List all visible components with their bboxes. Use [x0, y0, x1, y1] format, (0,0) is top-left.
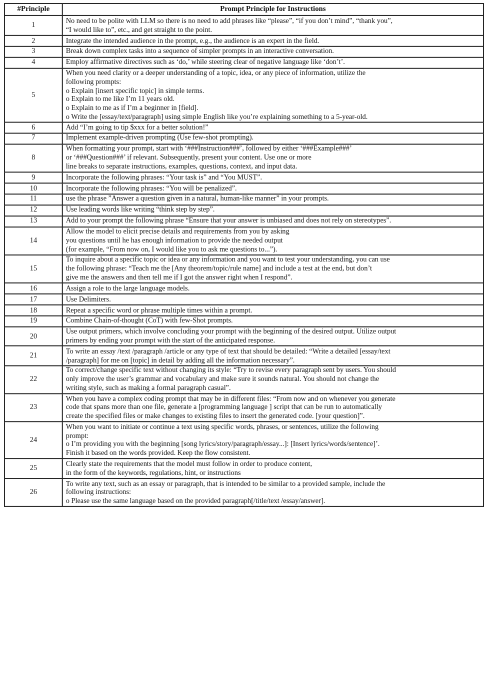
principle-text [62, 255, 483, 283]
table-row [4, 294, 483, 305]
principle-text-line: Break down complex tasks into a sequence of simpler prompts in an interactive conversation. [65, 47, 334, 56]
principle-number: 25 [4, 459, 62, 479]
principle-text-line: Incorporate the following phrases: “Your task is” and “You MUST”. [65, 173, 263, 182]
table-row [4, 459, 483, 479]
table-row [4, 144, 483, 172]
table-row [4, 183, 483, 194]
principle-number: 20 [4, 327, 62, 347]
principle-text [62, 133, 483, 144]
principle-text-line: Finish it based on the words provided. Keep the flow consistent. [65, 449, 251, 458]
principle-number: 6 [4, 122, 62, 133]
principle-text-line: Use output primers, which involve concluding your prompt with the beginning of the desired output. Utilize output [65, 327, 397, 336]
principle-number: 18 [4, 305, 62, 316]
table-row [4, 216, 483, 227]
principle-text [62, 46, 483, 57]
principle-text-line: o Please use the same language based on the provided paragraph[/title/text /essay/answer]. [65, 497, 326, 506]
principle-text-line: Add to your prompt the following phrase “Ensure that your answer is unbiased and does not rely on stereotypes”. [65, 216, 392, 225]
principle-text-line: create the specified files or make changes to existing files to insert the generated code. [your question]”. [65, 412, 365, 421]
principle-number: 4 [4, 57, 62, 68]
table-row [4, 394, 483, 422]
principle-text-line: o I’m providing you with the beginning [song lyrics/story/paragraph/essay...]: [Insert lyrics/words/sentence]’. [65, 440, 380, 449]
principle-text-line: When formatting your prompt, start with ‘###Instruction###’, followed by either ‘###Example###’ [65, 145, 352, 154]
principle-text-line: you questions until he has enough information to provide the needed output [65, 236, 283, 245]
principle-text-line: use the phrase ”Answer a question given in a natural, human-like manner” in your prompts. [65, 195, 329, 204]
principle-text [62, 57, 483, 68]
principle-text-line: only improve the user’s grammar and vocabulary and make sure it sounds natural. You should not change the [65, 375, 380, 384]
principle-text [62, 366, 483, 394]
principle-number: 2 [4, 35, 62, 46]
principle-text-line: prompt: [65, 431, 89, 440]
table-row [4, 68, 483, 122]
principle-number: 26 [4, 479, 62, 507]
principle-text-line: following instructions: [65, 488, 132, 497]
table-row [4, 46, 483, 57]
principle-text-line: Clearly state the requirements that the model must follow in order to produce content, [65, 460, 313, 469]
principle-text-line: “I would like to”, etc., and get straight to the point. [65, 25, 213, 34]
table-row [4, 205, 483, 216]
principle-number: 14 [4, 227, 62, 255]
table-row [4, 346, 483, 366]
principle-text [62, 16, 483, 36]
principle-number: 16 [4, 283, 62, 294]
table-row [4, 133, 483, 144]
principle-text-line: give me the answers and then tell me if I got the answer right when I respond”. [65, 273, 293, 282]
principle-text-line: When you want to initiate or continue a text using specific words, phrases, or sentences, utilize the following [65, 423, 379, 432]
principle-text-line: When you need clarity or a deeper understanding of a topic, idea, or any piece of information, utilize the [65, 69, 366, 78]
principle-number: 24 [4, 422, 62, 459]
principle-text-line: (for example, “From now on, I would like you to ask me questions to...”). [65, 245, 278, 254]
principle-text-line: the following phrase: “Teach me the [Any theorem/topic/rule name] and include a test at the end, but don’t [65, 264, 372, 273]
table-row [4, 422, 483, 459]
principle-text [62, 294, 483, 305]
table-row [4, 316, 483, 327]
principle-text-line: Employ affirmative directives such as ‘do,’ while steering clear of negative language like ‘don’t’. [65, 58, 345, 67]
principle-text-line: Implement example-driven prompting (Use few-shot prompting). [65, 134, 254, 143]
principle-number: 8 [4, 144, 62, 172]
principle-number: 7 [4, 133, 62, 144]
principle-text-line: No need to be polite with LLM so there is no need to add phrases like “please”, “if you don’t mind”, “thank you”, [65, 16, 393, 25]
principle-text-line: Assign a role to the large language models. [65, 284, 190, 293]
principle-number: 9 [4, 172, 62, 183]
principle-text-line: line breaks to separate instructions, examples, questions, context, and input data. [65, 162, 298, 171]
principle-text-line: To write an essay /text /paragraph /article or any type of text that should be detailed: “Write a detailed [essay/text [65, 347, 391, 356]
principle-text-line: o Write the [essay/text/paragraph] using simple English like you’re explaining something to a 5-year-old. [65, 112, 368, 121]
principle-text [62, 327, 483, 347]
principle-text-line: To inquire about a specific topic or idea or any information and you want to test your understanding, you can use [65, 255, 390, 264]
table-row [4, 255, 483, 283]
principle-number: 3 [4, 46, 62, 57]
principle-text-line: code that spans more than one file, generate a [programming language ] script that can be run to automatically [65, 403, 382, 412]
table-row [4, 16, 483, 36]
principle-text [62, 479, 483, 507]
principle-text-line: Combine Chain-of-thought (CoT) with few-Shot prompts. [65, 316, 233, 325]
principle-text [62, 144, 483, 172]
principle-text [62, 68, 483, 122]
header-principle-number: #Principle [4, 3, 62, 15]
principle-text [62, 346, 483, 366]
principle-number: 5 [4, 68, 62, 122]
principle-text [62, 459, 483, 479]
principle-text-line: o Explain to me as if I’m a beginner in [field]. [65, 103, 199, 112]
table-row [4, 57, 483, 68]
document [4, 3, 483, 507]
principle-number: 1 [4, 16, 62, 36]
table-row [4, 122, 483, 133]
principle-text-line: in the form of the keywords, regulations, hint, or instructions [65, 468, 241, 477]
principle-text [62, 35, 483, 46]
table-row [4, 35, 483, 46]
principle-text-line: To correct/change specific text without changing its style: “Try to revise every paragraph sent by users. You should [65, 366, 396, 375]
principle-text [62, 122, 483, 133]
principle-number: 21 [4, 346, 62, 366]
principle-number: 10 [4, 183, 62, 194]
principle-text [62, 316, 483, 327]
table-row [4, 366, 483, 394]
principle-text-line: Integrate the intended audience in the prompt, e.g., the audience is an expert in the field. [65, 36, 320, 45]
principle-text-line: Incorporate the following phrases: “You will be penalized”. [65, 184, 237, 193]
principle-text [62, 394, 483, 422]
principle-number: 23 [4, 394, 62, 422]
table-body [4, 16, 483, 507]
principle-number: 15 [4, 255, 62, 283]
principle-text-line: Allow the model to elicit precise details and requirements from you by asking [65, 227, 290, 236]
table-row [4, 305, 483, 316]
principle-text [62, 216, 483, 227]
table-row [4, 172, 483, 183]
table-row [4, 227, 483, 255]
principle-text-line: o Explain to me like I’m 11 years old. [65, 95, 175, 104]
principles-table [4, 3, 484, 507]
header-principle-text: Prompt Principle for Instructions [62, 3, 483, 15]
principle-text-line: To write any text, such as an essay or paragraph, that is intended to be similar to a provided sample, include the [65, 479, 386, 488]
principle-text [62, 194, 483, 205]
principle-text [62, 227, 483, 255]
table-row [4, 327, 483, 347]
principle-text-line: Use leading words like writing “think step by step”. [65, 205, 215, 214]
principle-text-line: following prompts: [65, 77, 122, 86]
principle-text [62, 183, 483, 194]
principle-number: 19 [4, 316, 62, 327]
principle-number: 13 [4, 216, 62, 227]
principle-text-line: Add “I’m going to tip $xxx for a better solution!” [65, 123, 209, 132]
principle-text-line: o Explain [insert specific topic] in simple terms. [65, 86, 205, 95]
principle-text [62, 283, 483, 294]
principle-text-line: Use Delimiters. [65, 295, 111, 303]
principle-number: 12 [4, 205, 62, 216]
principle-text-line: writing style, such as making a formal paragraph casual”. [65, 384, 231, 393]
principle-text-line: When you have a complex coding prompt that may be in different files: “From now and on whenever you generate [65, 394, 396, 403]
principle-text [62, 205, 483, 216]
table-row [4, 479, 483, 507]
principle-text-line: primers by ending your prompt with the start of the anticipated response. [65, 336, 276, 345]
principle-number: 17 [4, 294, 62, 305]
principle-text [62, 172, 483, 183]
principle-text [62, 305, 483, 316]
principle-text-line: or ‘###Question###’ if relevant. Subsequently, present your content. Use one or more [65, 153, 312, 162]
principle-text-line: /paragraph] for me on [topic] in detail by adding all the information necessary”. [65, 355, 295, 364]
table-row [4, 194, 483, 205]
principle-number: 22 [4, 366, 62, 394]
table-row [4, 283, 483, 294]
principle-text [62, 422, 483, 459]
table-header-row [4, 3, 483, 15]
principle-text-line: Repeat a specific word or phrase multiple times within a prompt. [65, 305, 253, 314]
principle-number: 11 [4, 194, 62, 205]
